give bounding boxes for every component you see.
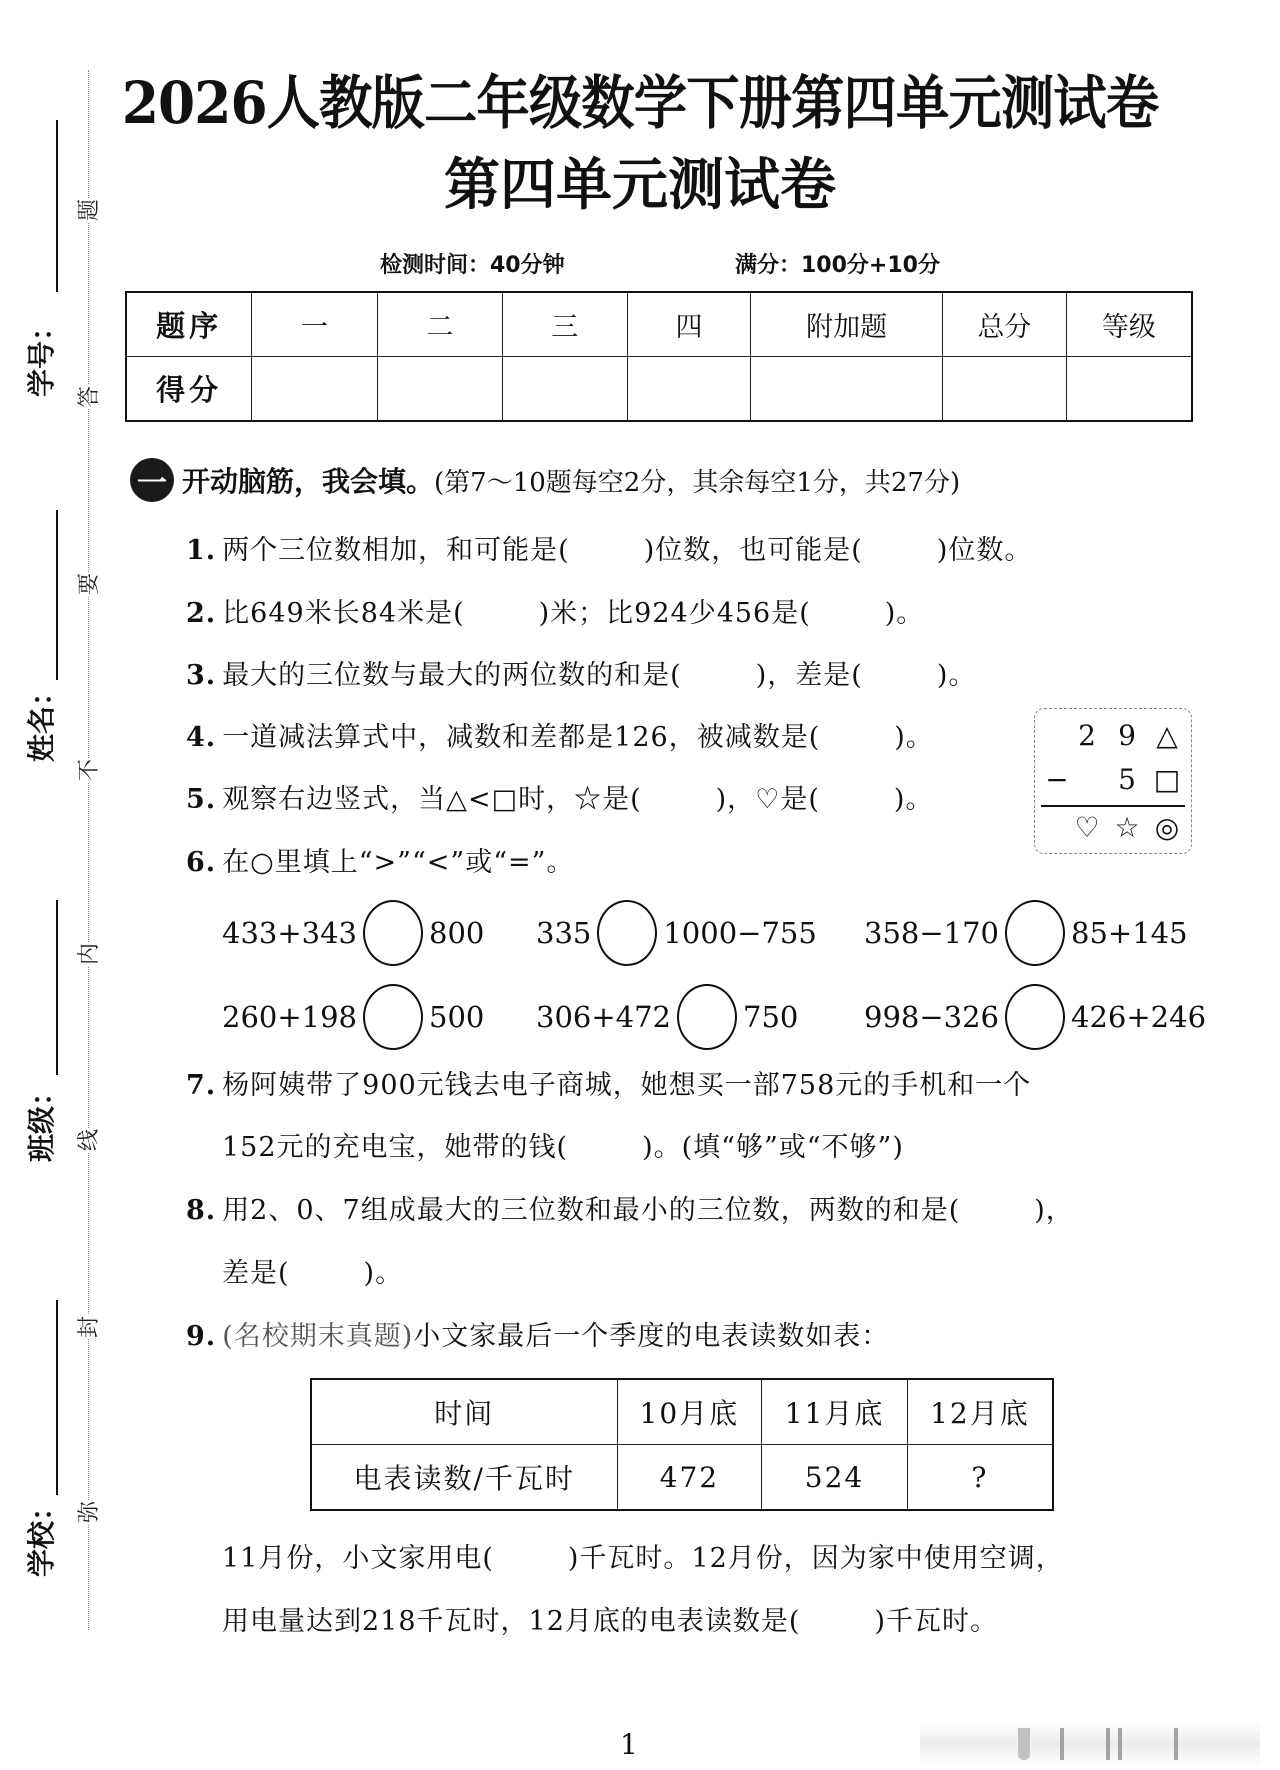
seal-char: 要: [77, 573, 102, 596]
comparison-right: 85+145: [1071, 916, 1188, 950]
comparison-right: 800: [429, 916, 485, 950]
question-text: )。: [936, 660, 977, 691]
watermark-bar: [1118, 1728, 1122, 1760]
comparison-item: [864, 984, 1206, 1050]
score-table-header-row: [126, 292, 1192, 357]
question-text: )。: [893, 784, 934, 815]
minus-sign: −: [1045, 763, 1069, 796]
comparison-right: 426+246: [1071, 1000, 1207, 1034]
question-text: )，♡是(: [715, 784, 820, 815]
meter-header: 12月底: [907, 1379, 1053, 1445]
question-text: 小文家最后一个季度的电表读数如表：: [413, 1321, 890, 1352]
question-text: 观察右边竖式，当△<□时，☆是(: [222, 784, 642, 815]
meter-value-row: [311, 1445, 1053, 1511]
question-9-line-2: [222, 1602, 998, 1642]
comparison-circle[interactable]: [363, 900, 423, 966]
comparison-item: [222, 900, 484, 966]
student-id-label: 学号：: [25, 312, 58, 397]
section-note: (第7～10题每空2分，其余每空1分，共27分): [434, 467, 961, 498]
comparison-left: 335: [536, 916, 592, 950]
question-text: )。: [884, 598, 925, 629]
comparison-right: 500: [429, 1000, 485, 1034]
question-source-tag: (名校期末真题): [222, 1321, 414, 1352]
meter-reading-table: [310, 1378, 1054, 1511]
question-text: )，: [1034, 1195, 1074, 1226]
comparison-left: 998−326: [864, 1000, 1000, 1034]
section-number-badge: 一: [130, 458, 174, 502]
question-3: [186, 656, 976, 696]
question-6: [186, 843, 574, 883]
comparison-item: [864, 900, 1188, 966]
score-cell[interactable]: [1066, 357, 1192, 422]
full-score: 满分：100分+10分: [735, 253, 940, 278]
question-text: 两个三位数相加，和可能是(: [222, 535, 570, 566]
school-line[interactable]: [56, 1300, 58, 1495]
col-header: 一: [252, 292, 378, 357]
question-text: 用2、0、7组成最大的三位数和最小的三位数，两数的和是(: [222, 1195, 961, 1226]
seal-dotted-line: [88, 70, 89, 1630]
page-subtitle: 第四单元测试卷: [444, 152, 836, 218]
question-text: 152元的充电宝，她带的钱(: [222, 1132, 569, 1163]
section-1-header: [130, 458, 960, 502]
question-text: )位数，也可能是(: [643, 535, 863, 566]
meter-row-label: 电表读数/千瓦时: [311, 1445, 617, 1511]
question-2: [186, 594, 924, 634]
question-number: 3.: [186, 660, 217, 691]
question-9: [186, 1317, 889, 1357]
comparison-left: 358−170: [864, 916, 1000, 950]
name-label: 姓名：: [25, 677, 58, 762]
comparison-right: 750: [743, 1000, 799, 1034]
seal-char: 题: [77, 199, 102, 222]
col-header: 四: [627, 292, 751, 357]
watermark-bar: [1106, 1728, 1110, 1760]
question-text: )。: [894, 722, 934, 753]
seal-char: 内: [77, 943, 102, 966]
question-text: 11月份，小文家用电(: [222, 1543, 494, 1574]
seal-char: 不: [77, 759, 102, 782]
question-7: [186, 1066, 1031, 1106]
meter-value: 472: [617, 1445, 762, 1511]
score-cell[interactable]: [252, 357, 378, 422]
question-text: 杨阿姨带了900元钱去电子商城，她想买一部758元的手机和一个: [222, 1070, 1032, 1101]
comparison-circle[interactable]: [1005, 984, 1065, 1050]
heart-icon: ♡: [1074, 811, 1100, 844]
class-line[interactable]: [56, 900, 58, 1075]
question-8-continued: [222, 1254, 403, 1294]
watermark-bar: [1060, 1728, 1064, 1760]
seal-char: 线: [77, 1129, 102, 1152]
question-number: 1.: [186, 535, 217, 566]
comparison-circle[interactable]: [363, 984, 423, 1050]
comparison-item: [536, 900, 817, 966]
question-5: [186, 780, 933, 820]
question-number: 2.: [186, 598, 217, 629]
question-text: 在○里填上“>”“<”或“=”。: [222, 847, 575, 878]
question-text: 比649米长84米是(: [222, 598, 465, 629]
comparison-item: [222, 984, 484, 1050]
col-header: 三: [502, 292, 627, 357]
double-circle-icon: ◎: [1154, 811, 1180, 844]
vertical-calculation-box: [1034, 708, 1192, 854]
row-header-score: 得分: [126, 357, 252, 422]
section-title: 开动脑筋，我会填。: [182, 465, 435, 498]
col-header: 等级: [1066, 292, 1192, 357]
question-text: )。(填“够”或“不够”): [642, 1132, 904, 1163]
question-number: 9.: [186, 1321, 217, 1352]
question-text: )米；比924少456是(: [538, 598, 811, 629]
page-title: 2026人教版二年级数学下册第四单元测试卷: [121, 69, 1159, 137]
question-1: [186, 531, 1032, 571]
meter-header: 11月底: [762, 1379, 908, 1445]
row-header-order: 题序: [126, 292, 252, 357]
comparison-circle[interactable]: [677, 984, 737, 1050]
question-number: 6.: [186, 847, 217, 878]
watermark-bar: [1174, 1728, 1178, 1760]
question-number: 7.: [186, 1070, 217, 1101]
comparison-left: 306+472: [536, 1000, 672, 1034]
meter-header-row: [311, 1379, 1053, 1445]
question-text: )，差是(: [755, 660, 863, 691]
star-icon: ☆: [1114, 811, 1140, 844]
score-cell[interactable]: [751, 357, 943, 422]
col-header: 总分: [942, 292, 1066, 357]
digit: 2: [1078, 719, 1096, 752]
question-text: )。: [363, 1258, 404, 1289]
meter-header: 10月底: [617, 1379, 762, 1445]
comparison-circle[interactable]: [1005, 900, 1065, 966]
question-number: 4.: [186, 722, 217, 753]
comparison-circle[interactable]: [597, 900, 657, 966]
comparison-left: 433+343: [222, 916, 358, 950]
question-7-continued: [222, 1128, 904, 1168]
watermark-bar: [1018, 1728, 1030, 1760]
class-label: 班级：: [25, 1077, 58, 1162]
comparison-left: 260+198: [222, 1000, 358, 1034]
question-text: 用电量达到218千瓦时，12月底的电表读数是(: [222, 1606, 801, 1637]
question-text: 差是(: [222, 1258, 290, 1289]
col-header: 附加题: [751, 292, 943, 357]
question-number: 5.: [186, 784, 217, 815]
question-text: 最大的三位数与最大的两位数的和是(: [222, 660, 682, 691]
score-table-score-row: [126, 357, 1192, 422]
question-9-line-1: [222, 1539, 1064, 1579]
question-8: [186, 1191, 1074, 1231]
score-cell[interactable]: [942, 357, 1066, 422]
meter-value: 524: [762, 1445, 908, 1511]
page-number: 1: [620, 1728, 638, 1761]
seal-char: 弥: [77, 1501, 102, 1524]
score-table: [125, 291, 1193, 422]
time-limit: 检测时间：40分钟: [380, 253, 565, 278]
seal-char: 答: [77, 386, 102, 409]
digit: 9: [1118, 719, 1136, 752]
digit: 5: [1118, 763, 1136, 796]
triangle-icon: △: [1156, 719, 1178, 752]
comparison-item: [536, 984, 798, 1050]
school-label: 学校：: [25, 1492, 58, 1577]
score-cell[interactable]: [502, 357, 627, 422]
watermark-decoration: [920, 1722, 1260, 1766]
meter-value-unknown: ?: [907, 1445, 1053, 1511]
question-text: 一道减法算式中，减数和差都是126，被减数是(: [222, 722, 821, 753]
col-header: 二: [378, 292, 503, 357]
seal-char: 封: [77, 1316, 102, 1339]
score-cell[interactable]: [378, 357, 503, 422]
comparison-right: 1000−755: [663, 916, 817, 950]
score-cell[interactable]: [627, 357, 751, 422]
question-4: [186, 718, 934, 758]
question-text: )千瓦时。: [874, 1606, 998, 1637]
question-number: 8.: [186, 1195, 217, 1226]
calc-divider: [1041, 805, 1185, 807]
question-text: )千瓦时。12月份，因为家中使用空调，: [567, 1543, 1064, 1574]
meter-header: 时间: [311, 1379, 617, 1445]
name-line[interactable]: [56, 510, 58, 680]
square-icon: □: [1153, 763, 1181, 796]
question-text: )位数。: [936, 535, 1033, 566]
